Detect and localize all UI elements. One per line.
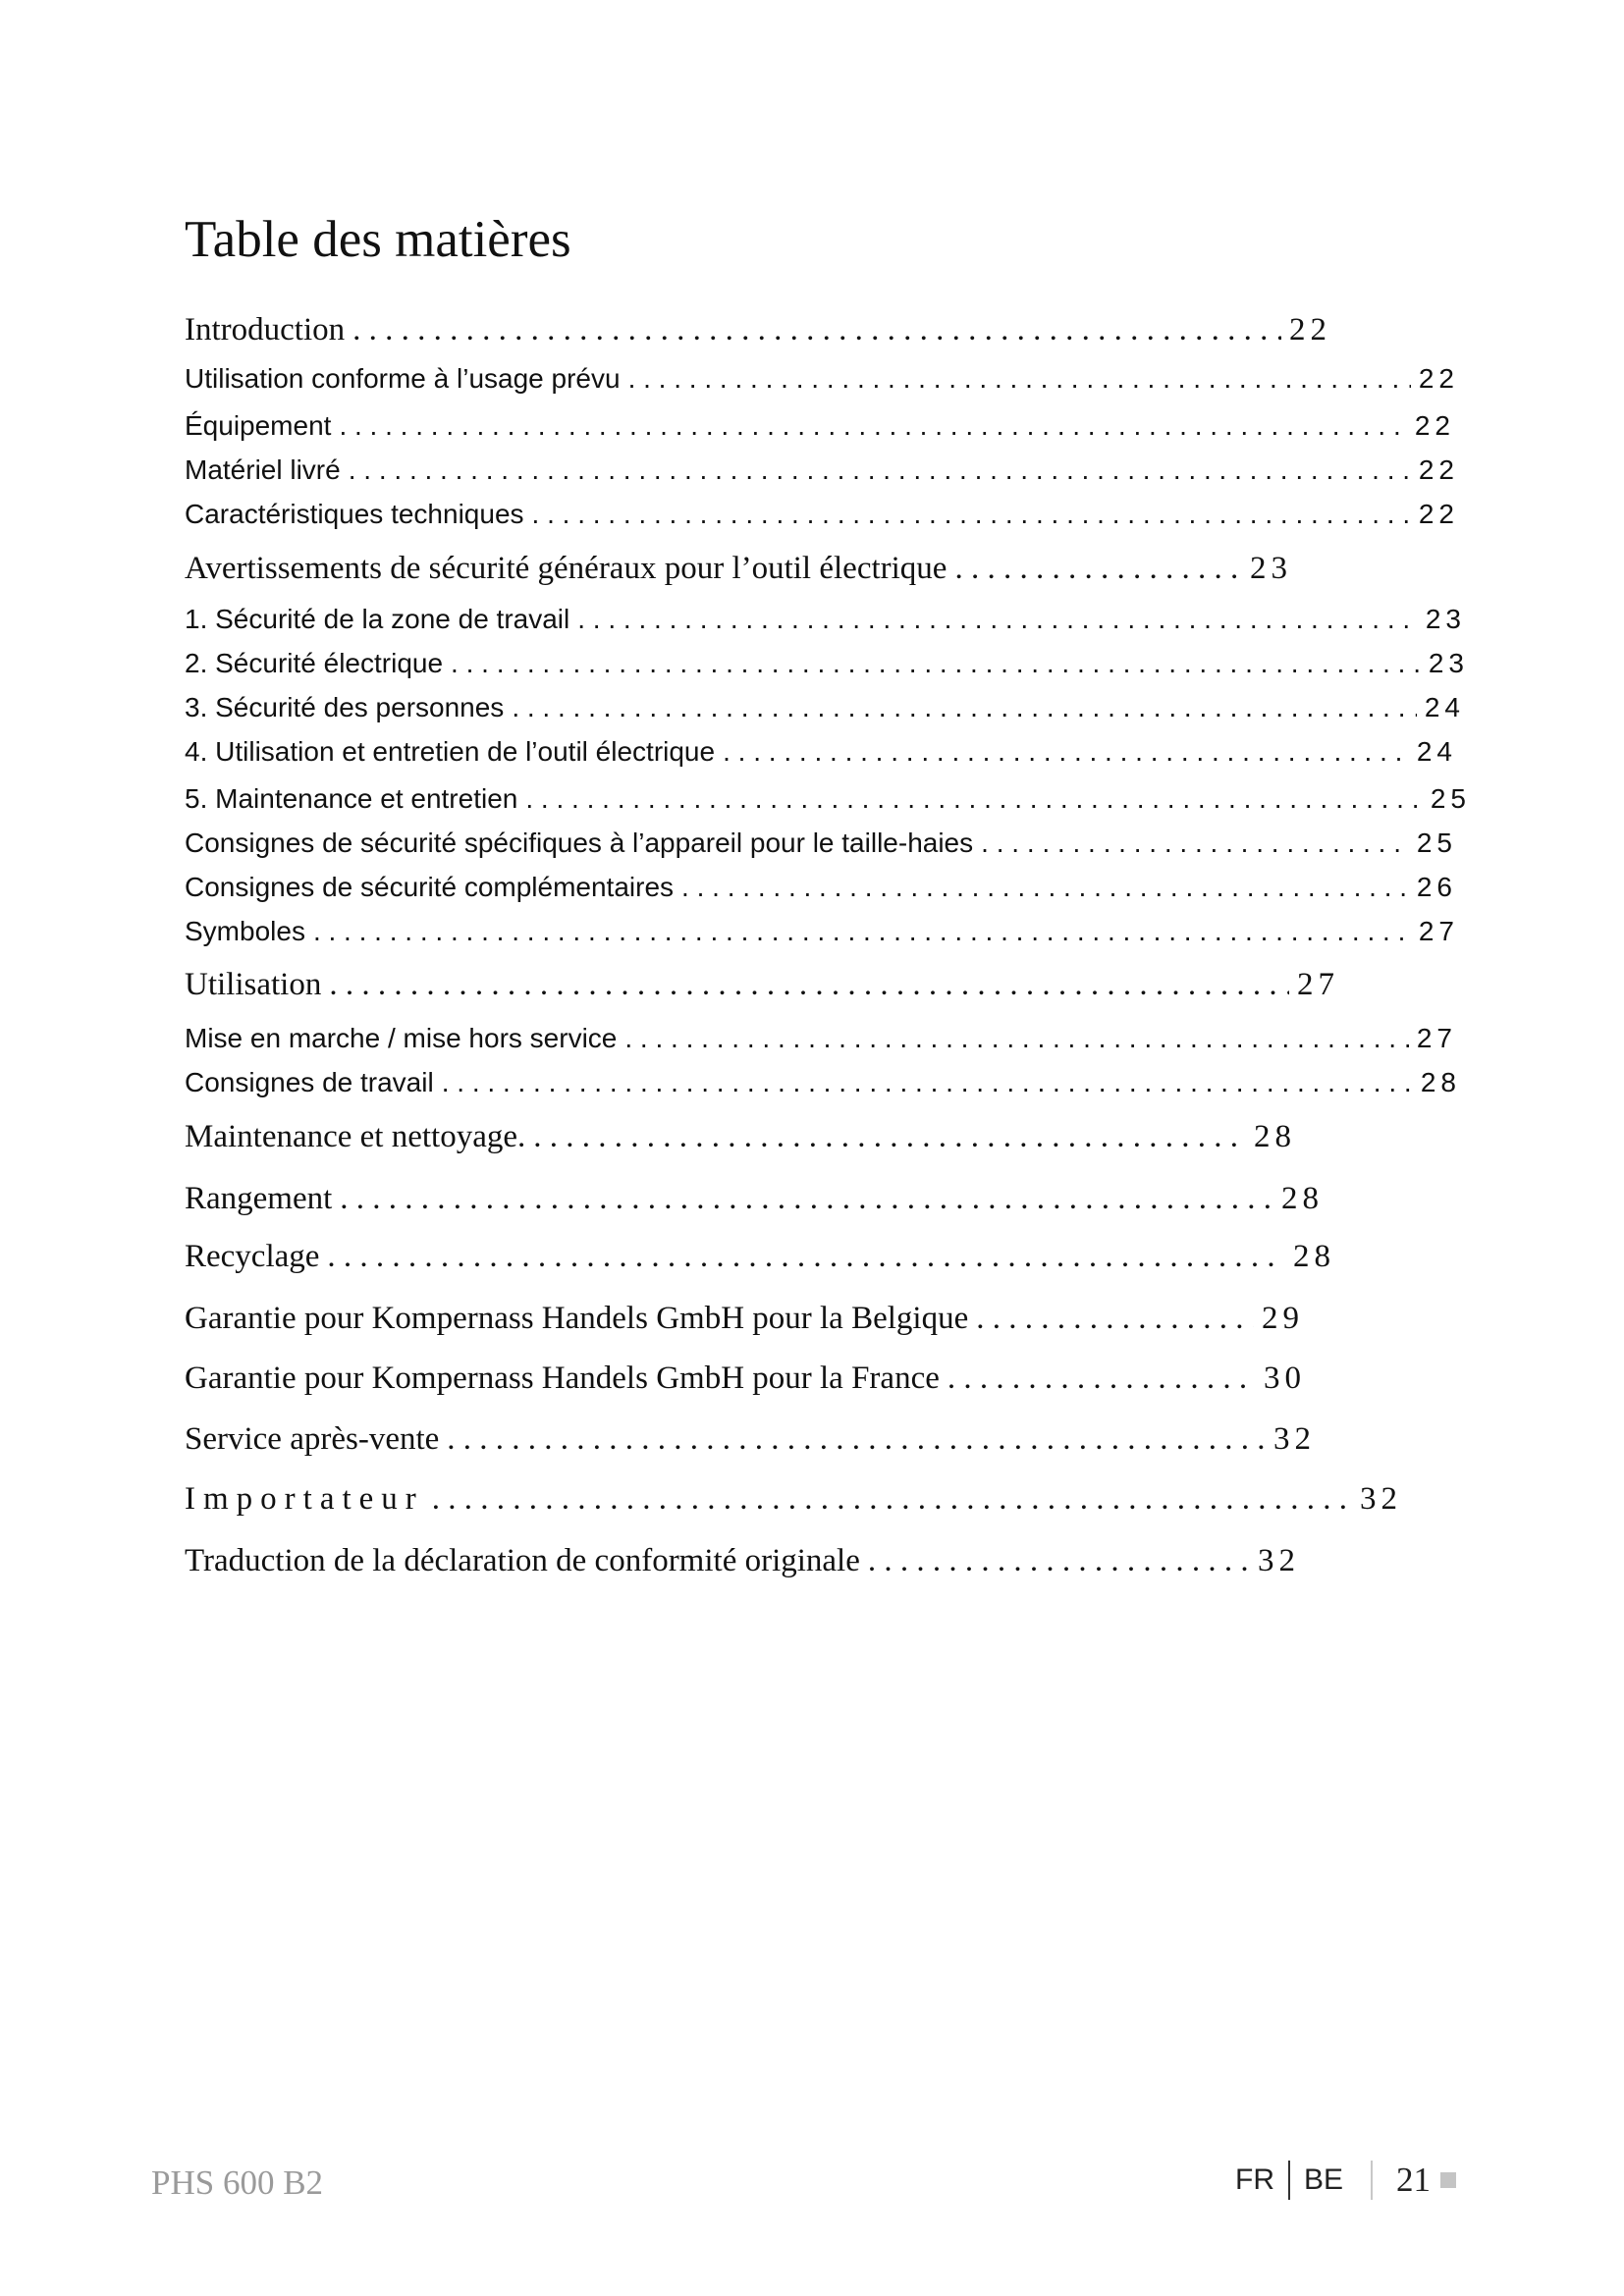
toc-entry-recyclage[interactable] — [185, 1239, 1335, 1275]
toc-entry-page: 22 — [1418, 363, 1459, 394]
toc-entry-page: 28 — [1420, 1067, 1461, 1097]
toc-entry-page: 29 — [1262, 1301, 1304, 1336]
toc-entry-label: Recyclage — [185, 1239, 320, 1274]
toc-entry-maintenance-nettoyage[interactable] — [185, 1119, 1296, 1155]
toc-entry-symboles[interactable] — [185, 916, 1459, 947]
toc-entry-page: 28 — [1293, 1239, 1335, 1274]
toc-entry-page: 22 — [1414, 410, 1455, 441]
dot-leader — [723, 736, 1409, 768]
toc-entry-label: Équipement — [185, 410, 332, 441]
toc-entry-page: 25 — [1416, 828, 1457, 858]
dot-leader — [447, 1421, 1266, 1458]
toc-entry-avertissements[interactable] — [185, 551, 1292, 587]
toc-entry-page: 26 — [1416, 872, 1457, 902]
dot-leader — [628, 363, 1411, 395]
toc-entry-label: Rangement — [185, 1181, 333, 1216]
toc-entry-importateur[interactable] — [185, 1481, 1402, 1518]
toc-entry-securite-personnes[interactable] — [185, 692, 1465, 723]
dot-leader — [442, 1067, 1413, 1098]
toc-entry-page: 24 — [1424, 692, 1465, 722]
toc-entry-page: 24 — [1416, 736, 1457, 767]
toc-entry-page: 22 — [1418, 454, 1459, 485]
dot-leader — [329, 967, 1289, 1003]
toc-entry-page: 30 — [1264, 1361, 1306, 1396]
dot-leader — [532, 499, 1411, 530]
toc-entry-label: 1. Sécurité de la zone de travail — [185, 604, 570, 634]
toc-entry-page: 28 — [1254, 1119, 1296, 1154]
toc-entry-page: 22 — [1418, 499, 1459, 529]
toc-entry-label: Consignes de travail — [185, 1067, 434, 1097]
separator-bar — [1288, 2161, 1290, 2200]
dot-leader — [349, 454, 1411, 486]
toc-entry-equipement[interactable] — [185, 410, 1455, 442]
dot-leader — [451, 648, 1421, 679]
toc-entry-label: Mise en marche / mise hors service — [185, 1023, 618, 1053]
dot-leader — [954, 551, 1242, 587]
square-marker-icon — [1440, 2172, 1456, 2188]
footer-model-number: PHS 600 B2 — [151, 2163, 324, 2202]
toc-entry-page: 27 — [1297, 967, 1339, 1002]
toc-entry-label: Consignes de sécurité complémentaires — [185, 872, 675, 902]
toc-entry-page: 32 — [1258, 1543, 1300, 1578]
toc-entry-label: Symboles — [185, 916, 305, 946]
toc-entry-traduction-declaration[interactable] — [185, 1543, 1300, 1579]
toc-entry-page: 22 — [1289, 312, 1331, 347]
toc-entry-materiel-livre[interactable] — [185, 454, 1459, 486]
toc-entry-securite-zone[interactable] — [185, 604, 1466, 635]
dot-leader — [577, 604, 1418, 635]
toc-entry-label: Avertissements de sécurité généraux pour l’outil électrique — [185, 551, 947, 586]
toc-entry-label: Caractéristiques techniques — [185, 499, 524, 529]
toc-entry-service-apres-vente[interactable] — [185, 1421, 1316, 1458]
toc-entry-introduction[interactable] — [185, 312, 1331, 348]
toc-entry-label: Consignes de sécurité spécifiques à l’appareil pour le taille-haies — [185, 828, 974, 858]
toc-entry-page: 23 — [1428, 648, 1469, 678]
toc-entry-label: Garantie pour Kompernass Handels GmbH pour la Belgique — [185, 1301, 969, 1336]
toc-entry-page: 27 — [1418, 916, 1459, 946]
toc-entry-label: Maintenance et nettoyage. — [185, 1119, 526, 1154]
language-code-fr: FR — [1235, 2163, 1274, 2196]
dot-leader — [533, 1119, 1246, 1155]
dot-leader — [525, 783, 1423, 815]
toc-entry-rangement[interactable] — [185, 1181, 1324, 1217]
toc-entry-label: Matériel livré — [185, 454, 341, 485]
toc-entry-page: 23 — [1250, 551, 1292, 586]
dot-leader — [624, 1023, 1408, 1054]
toc-entry-securite-electrique[interactable] — [185, 648, 1469, 679]
page-title: Table des matières — [185, 211, 571, 268]
toc-entry-label: Utilisation conforme à l’usage prévu — [185, 363, 621, 394]
toc-entry-label: Introduction — [185, 312, 346, 347]
toc-entry-utilisation[interactable] — [185, 967, 1339, 1003]
toc-entry-label: Garantie pour Kompernass Handels GmbH pour la France — [185, 1361, 940, 1396]
dot-leader — [313, 916, 1411, 947]
dot-leader — [868, 1543, 1250, 1579]
toc-entry-page: 27 — [1416, 1023, 1457, 1053]
toc-entry-label: 2. Sécurité électrique — [185, 648, 444, 678]
toc-entry-utilisation-entretien[interactable] — [185, 736, 1457, 768]
language-code-be: BE — [1304, 2163, 1344, 2196]
dot-leader — [339, 410, 1406, 442]
toc-entry-utilisation-conforme[interactable] — [185, 363, 1459, 395]
toc-entry-label: Traduction de la déclaration de conformité originale — [185, 1543, 860, 1578]
toc-entry-label: Importateur — [185, 1481, 424, 1517]
toc-entry-page: 32 — [1273, 1421, 1316, 1457]
toc-entry-caracteristiques[interactable] — [185, 499, 1459, 530]
dot-leader — [512, 692, 1417, 723]
toc-entry-label: 4. Utilisation et entretien de l’outil électrique — [185, 736, 716, 767]
toc-entry-label: 5. Maintenance et entretien — [185, 783, 518, 814]
page-number: 21 — [1396, 2161, 1432, 2199]
toc-entry-page: 23 — [1425, 604, 1466, 634]
toc-entry-mise-en-marche[interactable] — [185, 1023, 1457, 1054]
toc-entry-consignes-complementaires[interactable] — [185, 872, 1457, 903]
footer-page-info — [1235, 2156, 1456, 2205]
toc-entry-label: 3. Sécurité des personnes — [185, 692, 505, 722]
toc-entry-consignes-specifiques[interactable] — [185, 828, 1457, 859]
toc-entry-garantie-france[interactable] — [185, 1361, 1306, 1397]
dot-leader — [327, 1239, 1285, 1275]
dot-leader — [681, 872, 1409, 903]
dot-leader — [432, 1481, 1352, 1518]
dot-leader — [981, 828, 1409, 859]
toc-entry-maintenance-entretien[interactable] — [185, 783, 1471, 815]
dot-leader — [352, 312, 1281, 348]
toc-entry-consignes-travail[interactable] — [185, 1067, 1461, 1098]
dot-leader — [947, 1361, 1256, 1397]
toc-entry-page: 25 — [1430, 783, 1471, 814]
toc-entry-label: Utilisation — [185, 967, 322, 1002]
separator-bar-light — [1371, 2161, 1373, 2200]
toc-entry-garantie-belgique[interactable] — [185, 1301, 1304, 1337]
toc-entry-label: Service après-vente — [185, 1421, 440, 1457]
toc-entry-page: 28 — [1281, 1181, 1324, 1216]
dot-leader — [340, 1181, 1273, 1217]
dot-leader — [976, 1301, 1254, 1337]
toc-entry-page: 32 — [1360, 1481, 1402, 1517]
